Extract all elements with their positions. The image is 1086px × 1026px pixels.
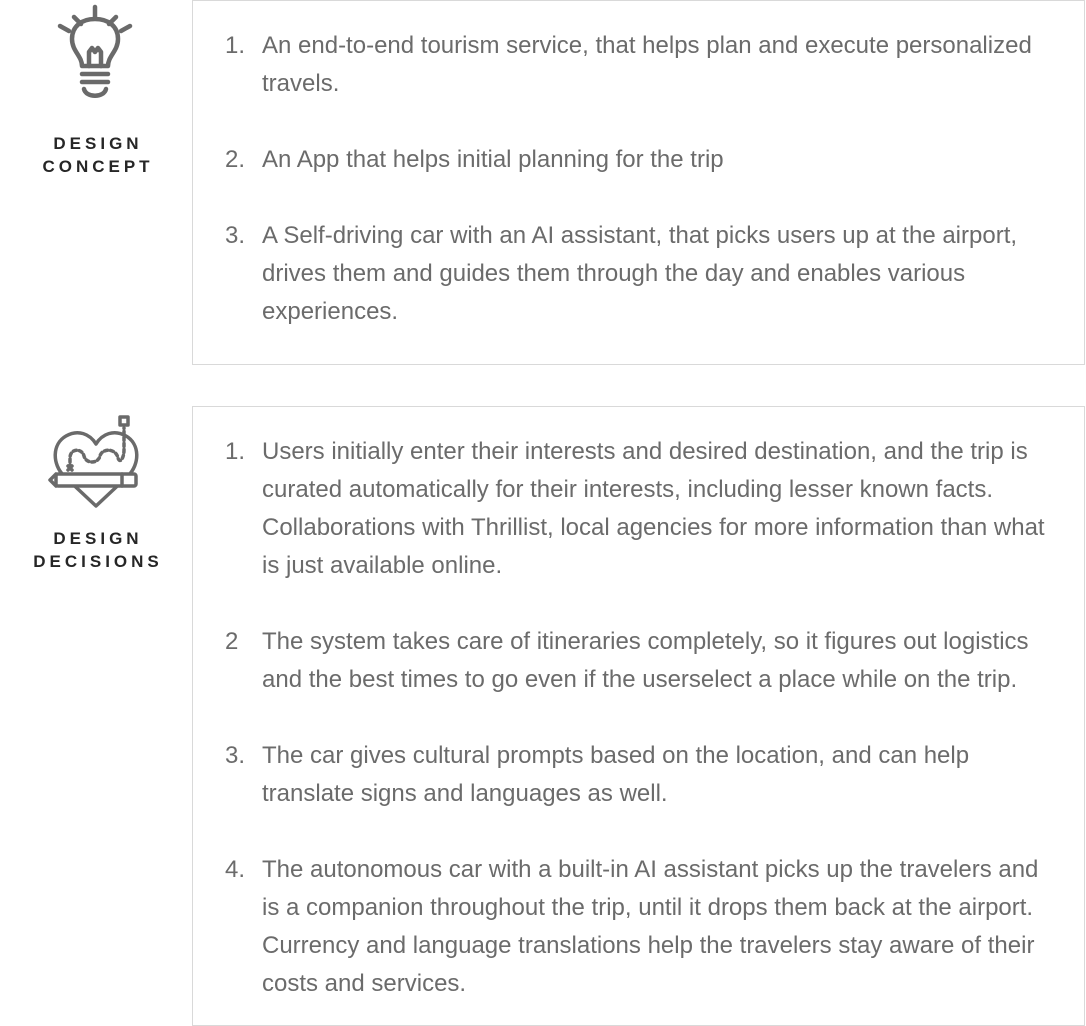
design-decisions-icon-box <box>0 414 192 573</box>
design-decisions-panel <box>192 406 1085 1026</box>
item-text: The car gives cultural prompts based on the location, and can help translate signs and languages as well. <box>262 742 970 807</box>
item-text: The system takes care of itineraries completely, so it figures out logistics and the best times to go even if the userselect a place while on the trip. <box>262 628 1029 693</box>
heart-pencil-icon <box>48 414 144 510</box>
item-number: 2 <box>225 628 239 655</box>
decision-list-item-1 <box>193 433 1084 585</box>
design-decisions-label <box>29 527 163 573</box>
concept-list-item-3 <box>193 217 1084 331</box>
decision-list-item-2 <box>193 623 1084 699</box>
label-line-1: DESIGN <box>53 134 143 153</box>
design-concept-icon-box <box>0 4 192 178</box>
item-number: 4. <box>225 856 246 883</box>
item-number: 2. <box>225 146 246 173</box>
design-concept-panel <box>192 0 1085 365</box>
item-text: The autonomous car with a built-in AI assistant picks up the travelers and is a companion throughout the trip, until it drops them back at the airport. Currency and language translations help the travelers stay aware of their costs and services. <box>262 856 1039 997</box>
decision-list-item-3 <box>193 737 1084 813</box>
concept-list-item-1 <box>193 27 1084 103</box>
label-line-2: DECISIONS <box>33 552 163 571</box>
label-line-1: DESIGN <box>53 529 143 548</box>
label-line-2: CONCEPT <box>42 157 154 176</box>
design-concept-label <box>38 132 153 178</box>
item-text: An end-to-end tourism service, that helps plan and execute personalized travels. <box>262 32 1032 97</box>
decision-list-item-4 <box>193 851 1084 1003</box>
item-number: 1. <box>225 32 246 59</box>
item-text: A Self-driving car with an AI assistant, that picks users up at the airport, drives them and guides them through the day and enables various experiences. <box>262 222 1018 325</box>
item-number: 1. <box>225 438 246 465</box>
item-text: Users initially enter their interests and desired destination, and the trip is curated automatically for their interests, including lesser known facts. Collaborations with Thrillist, local agencies for more information than what is just available online. <box>262 438 1045 579</box>
item-number: 3. <box>225 742 246 769</box>
concept-list-item-2 <box>193 141 1084 179</box>
item-text: An App that helps initial planning for the trip <box>262 146 724 173</box>
lightbulb-icon <box>56 4 136 104</box>
item-number: 3. <box>225 222 246 249</box>
